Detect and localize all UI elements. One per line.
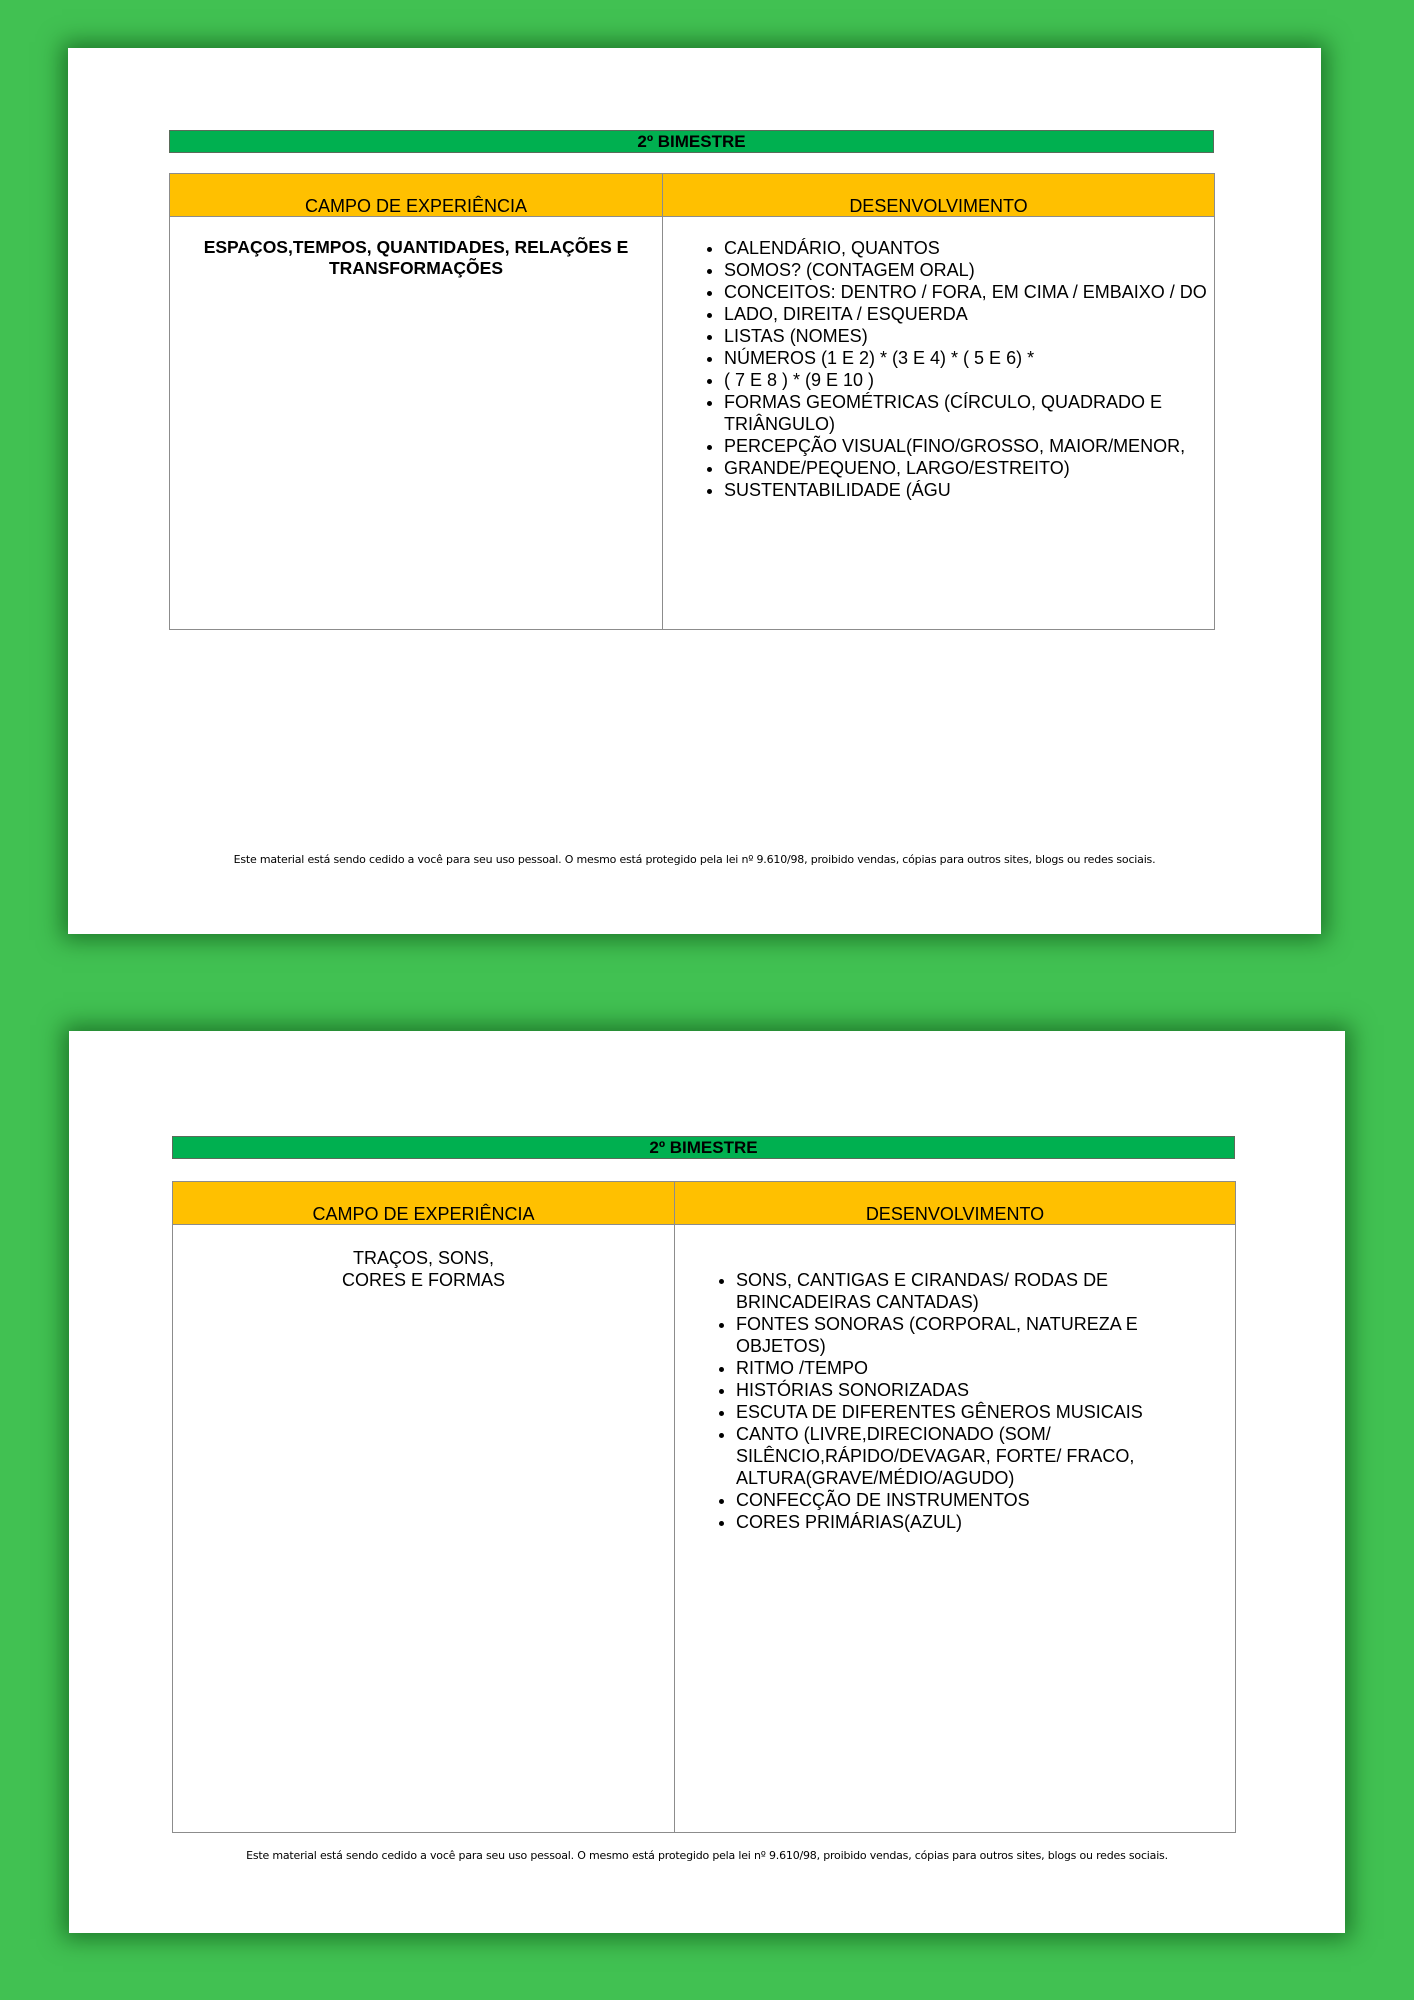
list-item: • CALENDÁRIO, QUANTOS — [724, 237, 1214, 259]
copyright-footer: Este material está sendo cedido a você para seu uso pessoal. O mesmo está protegido pela lei nº 9.610/98, proibido vendas, cópias para outros sites, blogs ou redes sociais. — [246, 1849, 1168, 1862]
list-item: • FORMAS GEOMÉTRICAS (CÍRCULO, QUADRADO E TRIÂNGULO) — [724, 391, 1214, 435]
list-item: • FONTES SONORAS (CORPORAL, NATUREZA E OBJETOS) — [736, 1313, 1175, 1357]
list-item: • SUSTENTABILIDADE (ÁGU — [724, 479, 1214, 501]
list-item: • CORES PRIMÁRIAS(AZUL) — [736, 1511, 1175, 1533]
list-item: • SONS, CANTIGAS E CIRANDAS/ RODAS DE BRINCADEIRAS CANTADAS) — [736, 1269, 1175, 1313]
header-desenvolvimento: DESENVOLVIMENTO — [663, 174, 1215, 217]
campo-text — [170, 217, 662, 279]
desenvolvimento-list — [675, 1225, 1235, 1533]
campo-text — [173, 1225, 674, 1291]
curriculum-table — [172, 1181, 1236, 1833]
campo-cell — [170, 217, 663, 630]
list-item: • LISTAS (NOMES) — [724, 325, 1214, 347]
header-campo-de-experiencia: CAMPO DE EXPERIÊNCIA — [173, 1182, 675, 1225]
list-item: • CONCEITOS: DENTRO / FORA, EM CIMA / EMBAIXO / DO — [724, 281, 1214, 303]
bimester-banner: 2º BIMESTRE — [169, 130, 1214, 153]
list-item: • RITMO /TEMPO — [736, 1357, 1175, 1379]
list-item: • ESCUTA DE DIFERENTES GÊNEROS MUSICAIS — [736, 1401, 1175, 1423]
campo-line: TRANSFORMAÇÕES — [328, 258, 504, 278]
list-item: • SOMOS? (CONTAGEM ORAL) — [724, 259, 1214, 281]
desenvolvimento-cell — [663, 217, 1215, 630]
list-item: • CANTO (LIVRE,DIRECIONADO (SOM/ SILÊNCIO,RÁPIDO/DEVAGAR, FORTE/ FRACO, ALTURA(GRAVE/MÉDIO/AGUDO) — [736, 1423, 1175, 1489]
list-item: • CONFECÇÃO DE INSTRUMENTOS — [736, 1489, 1175, 1511]
list-item: • NÚMEROS (1 E 2) * (3 E 4) * ( 5 E 6) * — [724, 347, 1214, 369]
list-item: • GRANDE/PEQUENO, LARGO/ESTREITO) — [724, 457, 1214, 479]
document-page-2 — [69, 1031, 1345, 1933]
list-item: • HISTÓRIAS SONORIZADAS — [736, 1379, 1175, 1401]
desenvolvimento-cell — [675, 1225, 1236, 1833]
bimester-banner: 2º BIMESTRE — [172, 1136, 1235, 1159]
header-desenvolvimento: DESENVOLVIMENTO — [675, 1182, 1236, 1225]
campo-line: ESPAÇOS,TEMPOS, QUANTIDADES, RELAÇÕES E — [203, 237, 629, 257]
document-page-1 — [68, 48, 1321, 934]
campo-line: TRAÇOS, SONS, — [352, 1248, 495, 1268]
curriculum-table — [169, 173, 1215, 630]
campo-cell — [173, 1225, 675, 1833]
list-item: • PERCEPÇÃO VISUAL(FINO/GROSSO, MAIOR/MENOR, — [724, 435, 1214, 457]
campo-line: CORES E FORMAS — [341, 1270, 506, 1290]
header-campo-de-experiencia: CAMPO DE EXPERIÊNCIA — [170, 174, 663, 217]
desenvolvimento-list — [663, 217, 1214, 501]
copyright-footer: Este material está sendo cedido a você para seu uso pessoal. O mesmo está protegido pela lei nº 9.610/98, proibido vendas, cópias para outros sites, blogs ou redes sociais. — [233, 853, 1156, 866]
list-item: • LADO, DIREITA / ESQUERDA — [724, 303, 1214, 325]
list-item: • ( 7 E 8 ) * (9 E 10 ) — [724, 369, 1214, 391]
